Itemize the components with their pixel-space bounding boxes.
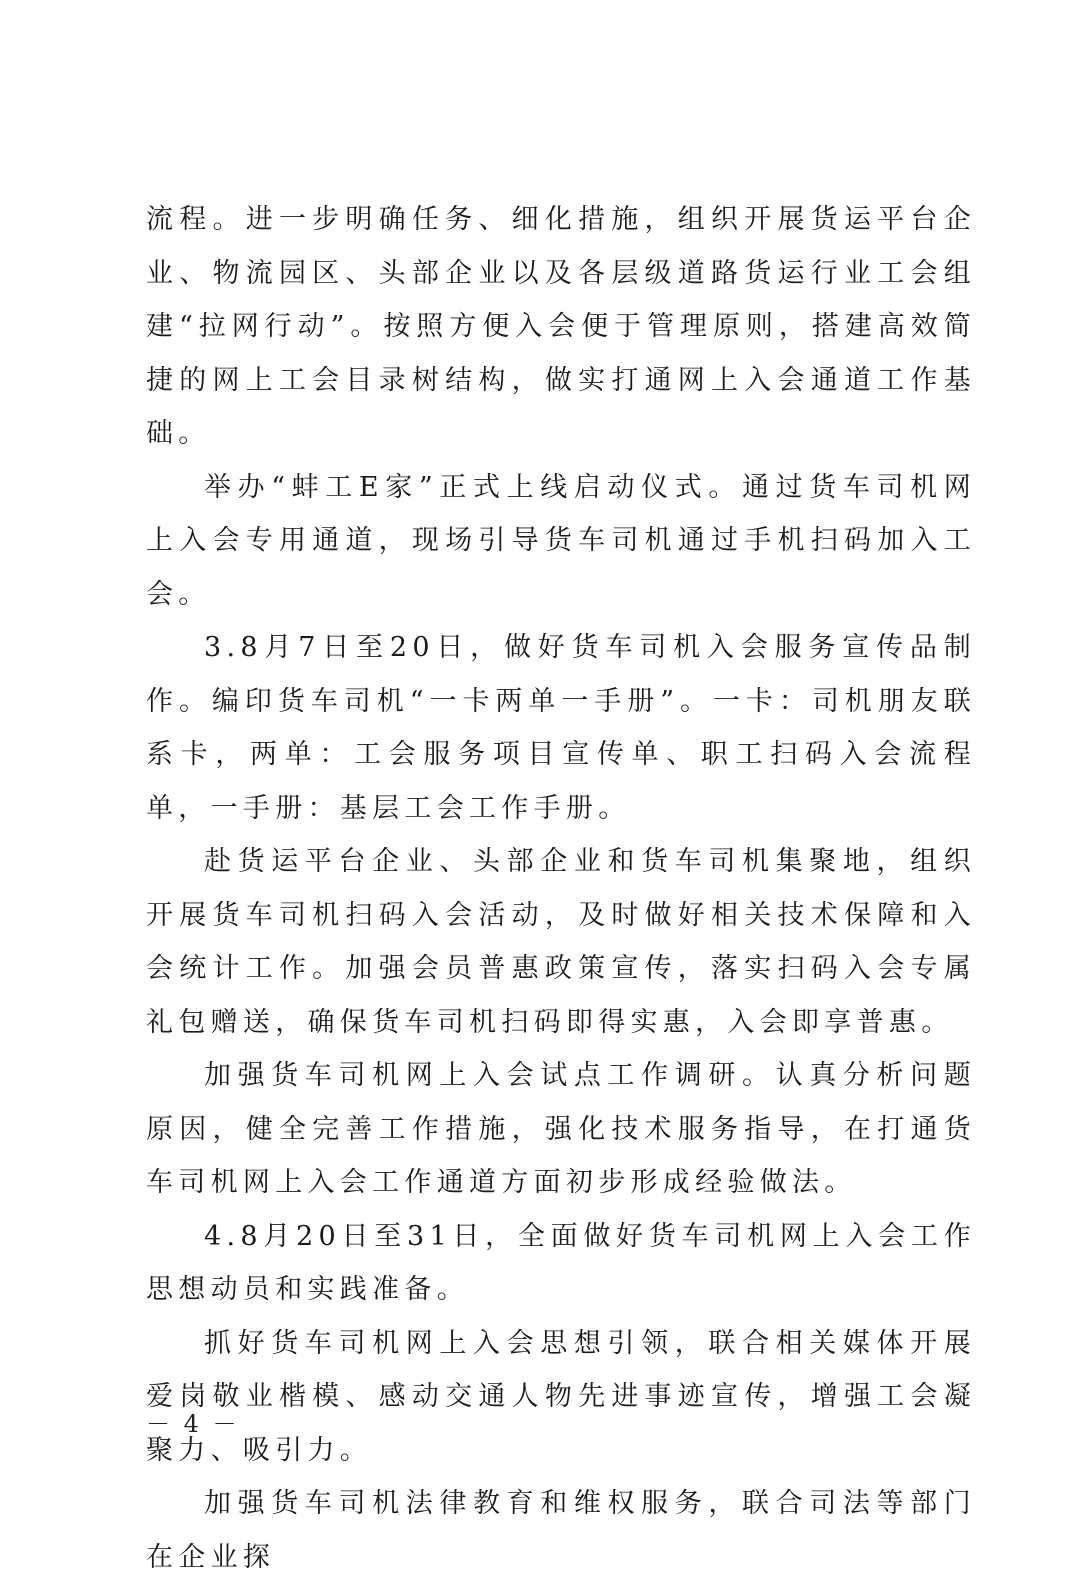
paragraph-1: 流程。进一步明确任务、细化措施，组织开展货运平台企业、物流园区、头部企业以及各层级道路货运行业工会组建“拉网行动”。按照方便入会便于管理原则，搭建高效简捷的网上工会目录树结构，做实打通网上入会通道工作基础。 — [146, 204, 976, 449]
body-text — [146, 193, 976, 1584]
paragraph-5: 加强货车司机网上入会试点工作调研。认真分析问题原因，健全完善工作措施，强化技术服务指导，在打通货车司机网上入会工作通道方面初步形成经验做法。 — [146, 1060, 976, 1198]
paragraph-7: 抓好货车司机网上入会思想引领，联合相关媒体开展爱岗敬业楷模、感动交通人物先进事迹宣传，增强工会凝聚力、吸引力。 — [146, 1327, 976, 1466]
paragraph-8: 加强货车司机法律教育和维权服务，联合司法等部门在企业探 — [146, 1488, 976, 1573]
paragraph-6: 4.8月20日至31日，全面做好货车司机网上入会工作思想动员和实践准备。 — [146, 1220, 976, 1305]
page-number: － 4 － — [146, 1410, 240, 1438]
paragraph-2: 举办“蚌工E家”正式上线启动仪式。通过货车司机网上入会专用通道，现场引导货车司机通过手机扫码加入工会。 — [146, 471, 976, 610]
paragraph-3: 3.8月7日至20日，做好货车司机入会服务宣传品制作。编印货车司机“一卡两单一手册”。一卡：司机朋友联系卡，两单：工会服务项目宣传单、职工扫码入会流程单，一手册：基层工会工作手册。 — [146, 632, 976, 824]
paragraph-4: 赴货运平台企业、头部企业和货车司机集聚地，组织开展货车司机扫码入会活动，及时做好相关技术保障和入会统计工作。加强会员普惠政策宣传，落实扫码入会专属礼包赠送，确保货车司机扫码即得实惠，入会即享普惠。 — [146, 846, 976, 1038]
